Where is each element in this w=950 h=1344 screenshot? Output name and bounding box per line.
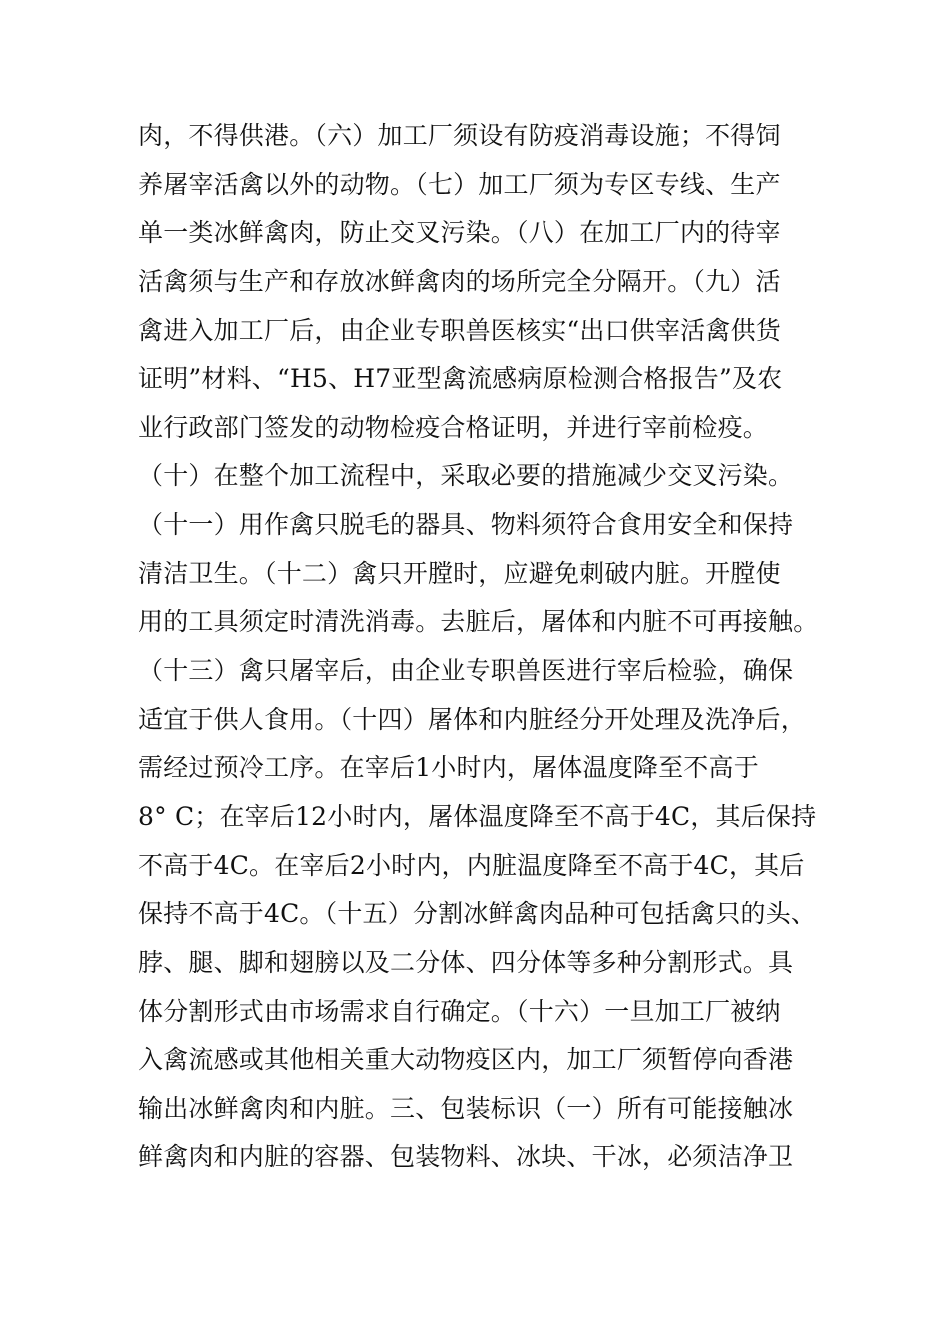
text-line: 适宜于供人食用。（十四）屠体和内脏经分开处理及洗净后， bbox=[138, 704, 806, 734]
text-line: 禽进入加工厂后，由企业专职兽医核实“出口供宰活禽供货 bbox=[138, 315, 781, 345]
text-line: 单一类冰鲜禽肉，防止交叉污染。（八）在加工厂内的待宰 bbox=[138, 218, 781, 248]
text-line: 鲜禽肉和内脏的容器、包装物料、冰块、干冰，必须洁净卫 bbox=[138, 1142, 794, 1172]
body-text bbox=[138, 112, 838, 1182]
text-line: 清洁卫生。（十二）禽只开膛时，应避免刺破内脏。开膛使 bbox=[138, 558, 781, 588]
text-line: 输出冰鲜禽肉和内脏。三、包装标识（一）所有可能接触冰 bbox=[138, 1093, 794, 1123]
text-line: 8° C；在宰后12小时内，屠体温度降至不高于4C，其后保持 bbox=[138, 801, 817, 831]
text-line: （十三）禽只屠宰后，由企业专职兽医进行宰后检验，确保 bbox=[138, 656, 794, 686]
text-line: 需经过预冷工序。在宰后1小时内，屠体温度降至不高于 bbox=[138, 753, 759, 783]
text-line: （十）在整个加工流程中，采取必要的措施减少交叉污染。 bbox=[138, 461, 794, 491]
text-line: 证明”材料、“H5、H7亚型禽流感病原检测合格报告”及农 bbox=[138, 364, 783, 394]
text-line: 不高于4C。在宰后2小时内，内脏温度降至不高于4C，其后 bbox=[138, 850, 805, 880]
text-line: 入禽流感或其他相关重大动物疫区内，加工厂须暂停向香港 bbox=[138, 1045, 794, 1075]
text-line: 活禽须与生产和存放冰鲜禽肉的场所完全分隔开。（九）活 bbox=[138, 266, 781, 296]
text-line: 肉，不得供港。（六）加工厂须设有防疫消毒设施；不得饲 bbox=[138, 121, 781, 150]
text-line: 用的工具须定时清洗消毒。去脏后，屠体和内脏不可再接触。 bbox=[138, 607, 819, 637]
text-line: 业行政部门签发的动物检疫合格证明，并进行宰前检疫。 bbox=[138, 412, 769, 442]
text-line: 脖、腿、脚和翅膀以及二分体、四分体等多种分割形式。具 bbox=[138, 947, 794, 977]
text-line: 体分割形式由市场需求自行确定。（十六）一旦加工厂被纳 bbox=[138, 996, 781, 1026]
text-line: （十一）用作禽只脱毛的器具、物料须符合食用安全和保持 bbox=[138, 510, 794, 540]
text-line: 保持不高于4C。（十五）分割冰鲜禽肉品种可包括禽只的头、 bbox=[138, 899, 817, 929]
text-line: 养屠宰活禽以外的动物。（七）加工厂须为专区专线、生产 bbox=[138, 169, 781, 199]
